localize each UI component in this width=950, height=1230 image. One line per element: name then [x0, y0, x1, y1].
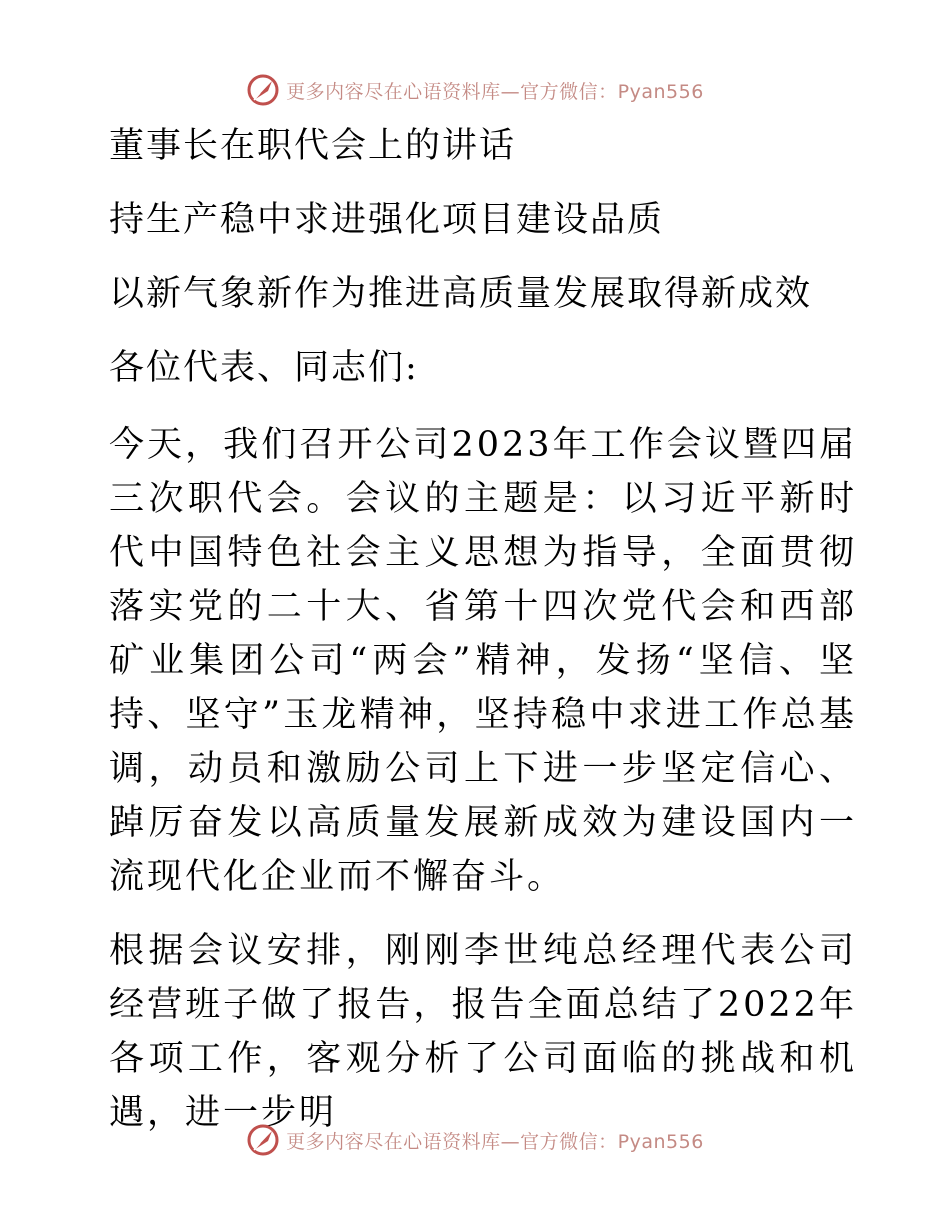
- watermark-text: 更多内容尽在心语资料库—官方微信：Pyan556: [286, 1130, 704, 1153]
- quill-pen-logo-icon: [246, 1123, 280, 1157]
- title-line-3: 以新气象新作为推进高质量发展取得新成效: [109, 274, 813, 314]
- title-line-2: 持生产稳中求进强化项目建设品质: [109, 200, 665, 240]
- salutation: 各位代表、同志们:: [109, 348, 419, 388]
- footer-watermark-banner: [0, 1120, 950, 1160]
- quill-pen-logo-icon: [246, 73, 280, 107]
- paragraph-1: 今天，我们召开公司2023年工作会议暨四届三次职代会。会议的主题是：以习近平新时代中国特色社会主义思想为指导，全面贯彻落实党的二十大、省第十四次党代会和西部矿业集团公司“两会”精神，发扬“坚信、坚持、坚守”玉龙精神，坚持稳中求进工作总基调，动员和激励公司上下进一步坚定信心、踔厉奋发以高质量发展新成效为建设国内一流现代化企业而不懈奋斗。: [109, 425, 857, 897]
- title-line-1: 董事长在职代会上的讲话: [109, 126, 517, 166]
- paragraph-2: 根据会议安排，刚刚李世纯总经理代表公司经营班子做了报告，报告全面总结了2022年各项工作，客观分析了公司面临的挑战和机遇，进一步明: [109, 931, 857, 1133]
- watermark-text: 更多内容尽在心语资料库—官方微信：Pyan556: [286, 80, 704, 103]
- document-body: [97, 122, 857, 1160]
- header-watermark-banner: [0, 70, 950, 110]
